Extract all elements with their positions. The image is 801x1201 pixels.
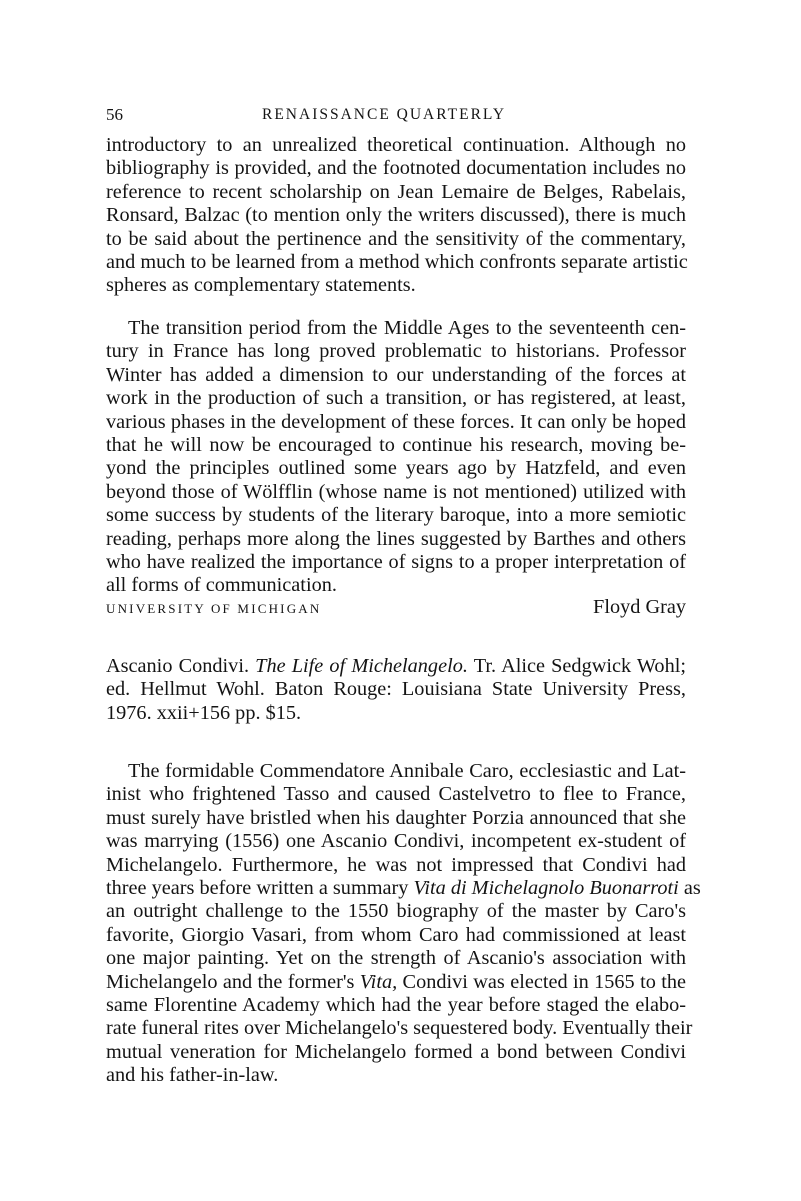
text-line: was marrying (1556) one Ascanio Condivi, incompetent ex-student of bbox=[106, 830, 686, 853]
text-line: one major painting. Yet on the strength of Ascanio's association with bbox=[106, 947, 686, 970]
citation-author: Ascanio Condivi. bbox=[106, 655, 256, 677]
text-line: reference to recent scholarship on Jean Lemaire de Belges, Rabelais, bbox=[106, 180, 686, 203]
reviewer-name: Floyd Gray bbox=[593, 596, 686, 618]
text-line: all forms of communication. bbox=[106, 574, 337, 597]
text-fragment: Michelangelo and the former's bbox=[106, 970, 360, 993]
text-line: introductory to an unrealized theoretical continuation. Although no bbox=[106, 134, 686, 156]
text-fragment: Condivi was elected in 1565 to the bbox=[397, 970, 687, 993]
text-line: inist who frightened Tasso and caused Castelvetro to flee to France, bbox=[106, 783, 686, 806]
text-line: and much to be learned from a method which confronts separate artistic bbox=[106, 250, 688, 273]
text-line: tury in France has long proved problematic to historians. Professor bbox=[106, 340, 686, 363]
italic-title: Vita di Michelagnolo Buonarroti bbox=[413, 876, 679, 899]
journal-title: RENAISSANCE QUARTERLY bbox=[262, 106, 507, 123]
text-line: various phases in the development of these forces. It can only be hoped bbox=[106, 410, 686, 433]
text-line: spheres as complementary statements. bbox=[106, 274, 416, 297]
page-number: 56 bbox=[106, 105, 123, 124]
text-line: bibliography is provided, and the footnoted documentation includes no bbox=[106, 157, 686, 180]
text-line: that he will now be encouraged to continue his research, moving be- bbox=[106, 433, 686, 456]
text-line: who have realized the importance of signs to a proper interpretation of bbox=[106, 550, 686, 573]
text-line: mutual veneration for Michelangelo formed a bond between Condivi bbox=[106, 1040, 686, 1063]
book-citation bbox=[106, 655, 686, 725]
italic-title: Vita, bbox=[359, 970, 398, 993]
review-signature bbox=[106, 594, 686, 622]
text-line: must surely have bristled when his daughter Porzia announced that she bbox=[106, 806, 686, 829]
text-line: an outright challenge to the 1550 biography of the master by Caro's bbox=[106, 900, 686, 923]
text-fragment: three years before written a summary bbox=[106, 876, 414, 899]
text-line: yond the principles outlined some years ago by Hatzfeld, and even bbox=[106, 457, 686, 480]
text-line: The formidable Commendatore Annibale Caro, ecclesiastic and Lat- bbox=[128, 760, 686, 782]
reviewer-affiliation: UNIVERSITY OF MICHIGAN bbox=[106, 601, 322, 616]
text-line: rate funeral rites over Michelangelo's sequestered body. Eventually their bbox=[106, 1017, 693, 1040]
text-line: Ronsard, Balzac (to mention only the writers discussed), there is much bbox=[106, 204, 686, 227]
citation-line bbox=[106, 655, 686, 678]
text-line: beyond those of Wölfflin (whose name is not mentioned) utilized with bbox=[106, 480, 686, 503]
citation-line: 1976. xxii+156 pp. $15. bbox=[106, 701, 302, 724]
citation-translator: Tr. Alice Sedgwick Wohl; bbox=[467, 655, 686, 677]
text-line: Winter has added a dimension to our understanding of the forces at bbox=[106, 363, 686, 386]
review-continuation-paragraph bbox=[106, 134, 686, 298]
text-line: work in the production of such a transition, or has registered, at least, bbox=[106, 387, 686, 410]
text-line: reading, perhaps more along the lines suggested by Barthes and others bbox=[106, 527, 686, 550]
text-fragment: as bbox=[678, 876, 701, 899]
text-line: favorite, Giorgio Vasari, from whom Caro had commissioned at least bbox=[106, 923, 686, 946]
text-line: same Florentine Academy which had the year before staged the elabo- bbox=[106, 993, 686, 1016]
text-line: some success by students of the literary baroque, into a more semiotic bbox=[106, 504, 686, 527]
review-paragraph bbox=[106, 760, 701, 1087]
text-line: and his father-in-law. bbox=[106, 1064, 279, 1087]
text-line: The transition period from the Middle Ages to the seventeenth cen- bbox=[128, 317, 686, 339]
citation-book-title: The Life of Michelangelo. bbox=[255, 655, 468, 677]
text-line: Michelangelo. Furthermore, he was not impressed that Condivi had bbox=[106, 853, 686, 876]
text-line: to be said about the pertinence and the sensitivity of the commentary, bbox=[106, 227, 686, 250]
text-line bbox=[106, 971, 686, 994]
running-head bbox=[106, 103, 686, 127]
text-line bbox=[106, 876, 701, 900]
citation-line: ed. Hellmut Wohl. Baton Rouge: Louisiana State University Press, bbox=[106, 678, 686, 701]
review-paragraph bbox=[106, 317, 686, 598]
